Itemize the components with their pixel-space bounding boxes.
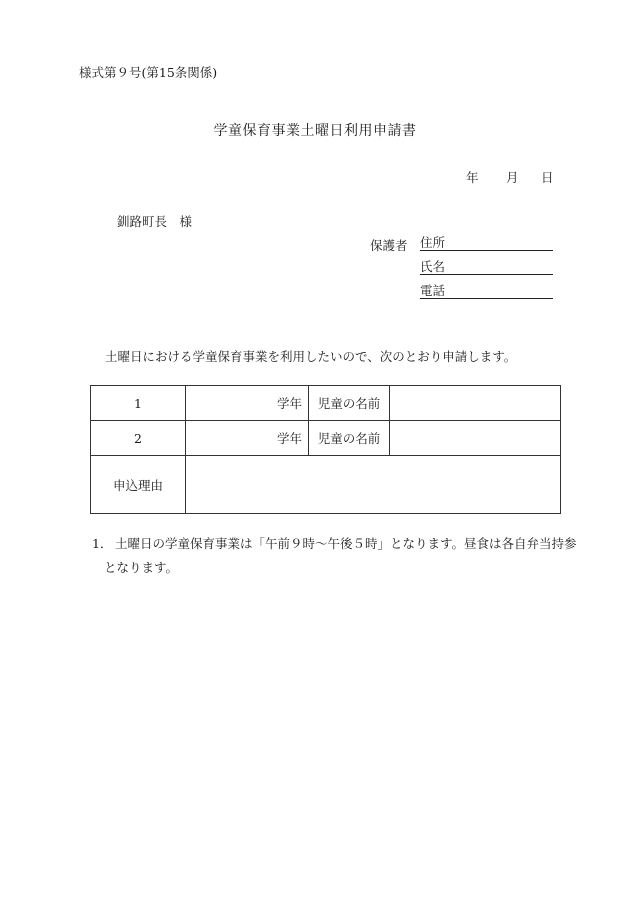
notes-section: [92, 532, 582, 580]
row-number: 1: [91, 386, 186, 421]
row-number: 2: [91, 421, 186, 456]
grade-suffix: 学年: [276, 396, 302, 411]
child-name-field[interactable]: [390, 386, 561, 421]
guardian-address-label: 住所: [420, 235, 446, 250]
guardian-name-field[interactable]: [420, 259, 553, 275]
grade-field[interactable]: [186, 386, 309, 421]
date-year-label: 年: [466, 170, 479, 185]
note-number: 1．: [92, 536, 113, 551]
reason-label-cell: [91, 456, 186, 514]
guardian-phone-label: 電話: [420, 283, 446, 298]
guardian-label: 保護者: [370, 238, 408, 253]
date-month-label: 月: [506, 170, 519, 185]
note-continuation: となります。: [104, 560, 179, 575]
intro-text: 土曜日における学童保育事業を利用したいので、次のとおり申請します。: [105, 349, 517, 364]
note-text: 土曜日の学童保育事業は「午前９時～午後５時」となります。昼食は各自弁当持参: [115, 536, 577, 551]
child-name-field[interactable]: [390, 421, 561, 456]
child-name-label: 児童の名前: [309, 386, 390, 421]
guardian-phone-field[interactable]: [420, 283, 553, 299]
guardian-address-field[interactable]: [420, 235, 553, 251]
reason-label: 申込理由: [112, 477, 163, 493]
child-name-label: 児童の名前: [309, 421, 390, 456]
note-item: [92, 532, 582, 556]
reason-field[interactable]: [186, 456, 561, 514]
application-table: [90, 385, 561, 514]
table-row: [91, 421, 561, 456]
form-number: 様式第９号(第15条関係): [79, 65, 218, 80]
grade-field[interactable]: [186, 421, 309, 456]
grade-suffix: 学年: [276, 431, 302, 446]
addressee: 釧路町長 様: [117, 214, 193, 229]
document-title: 学童保育事業土曜日利用申請書: [213, 123, 417, 139]
table-row: [91, 386, 561, 421]
reason-row: [91, 456, 561, 514]
date-day-label: 日: [541, 170, 554, 185]
guardian-name-label: 氏名: [420, 259, 446, 274]
